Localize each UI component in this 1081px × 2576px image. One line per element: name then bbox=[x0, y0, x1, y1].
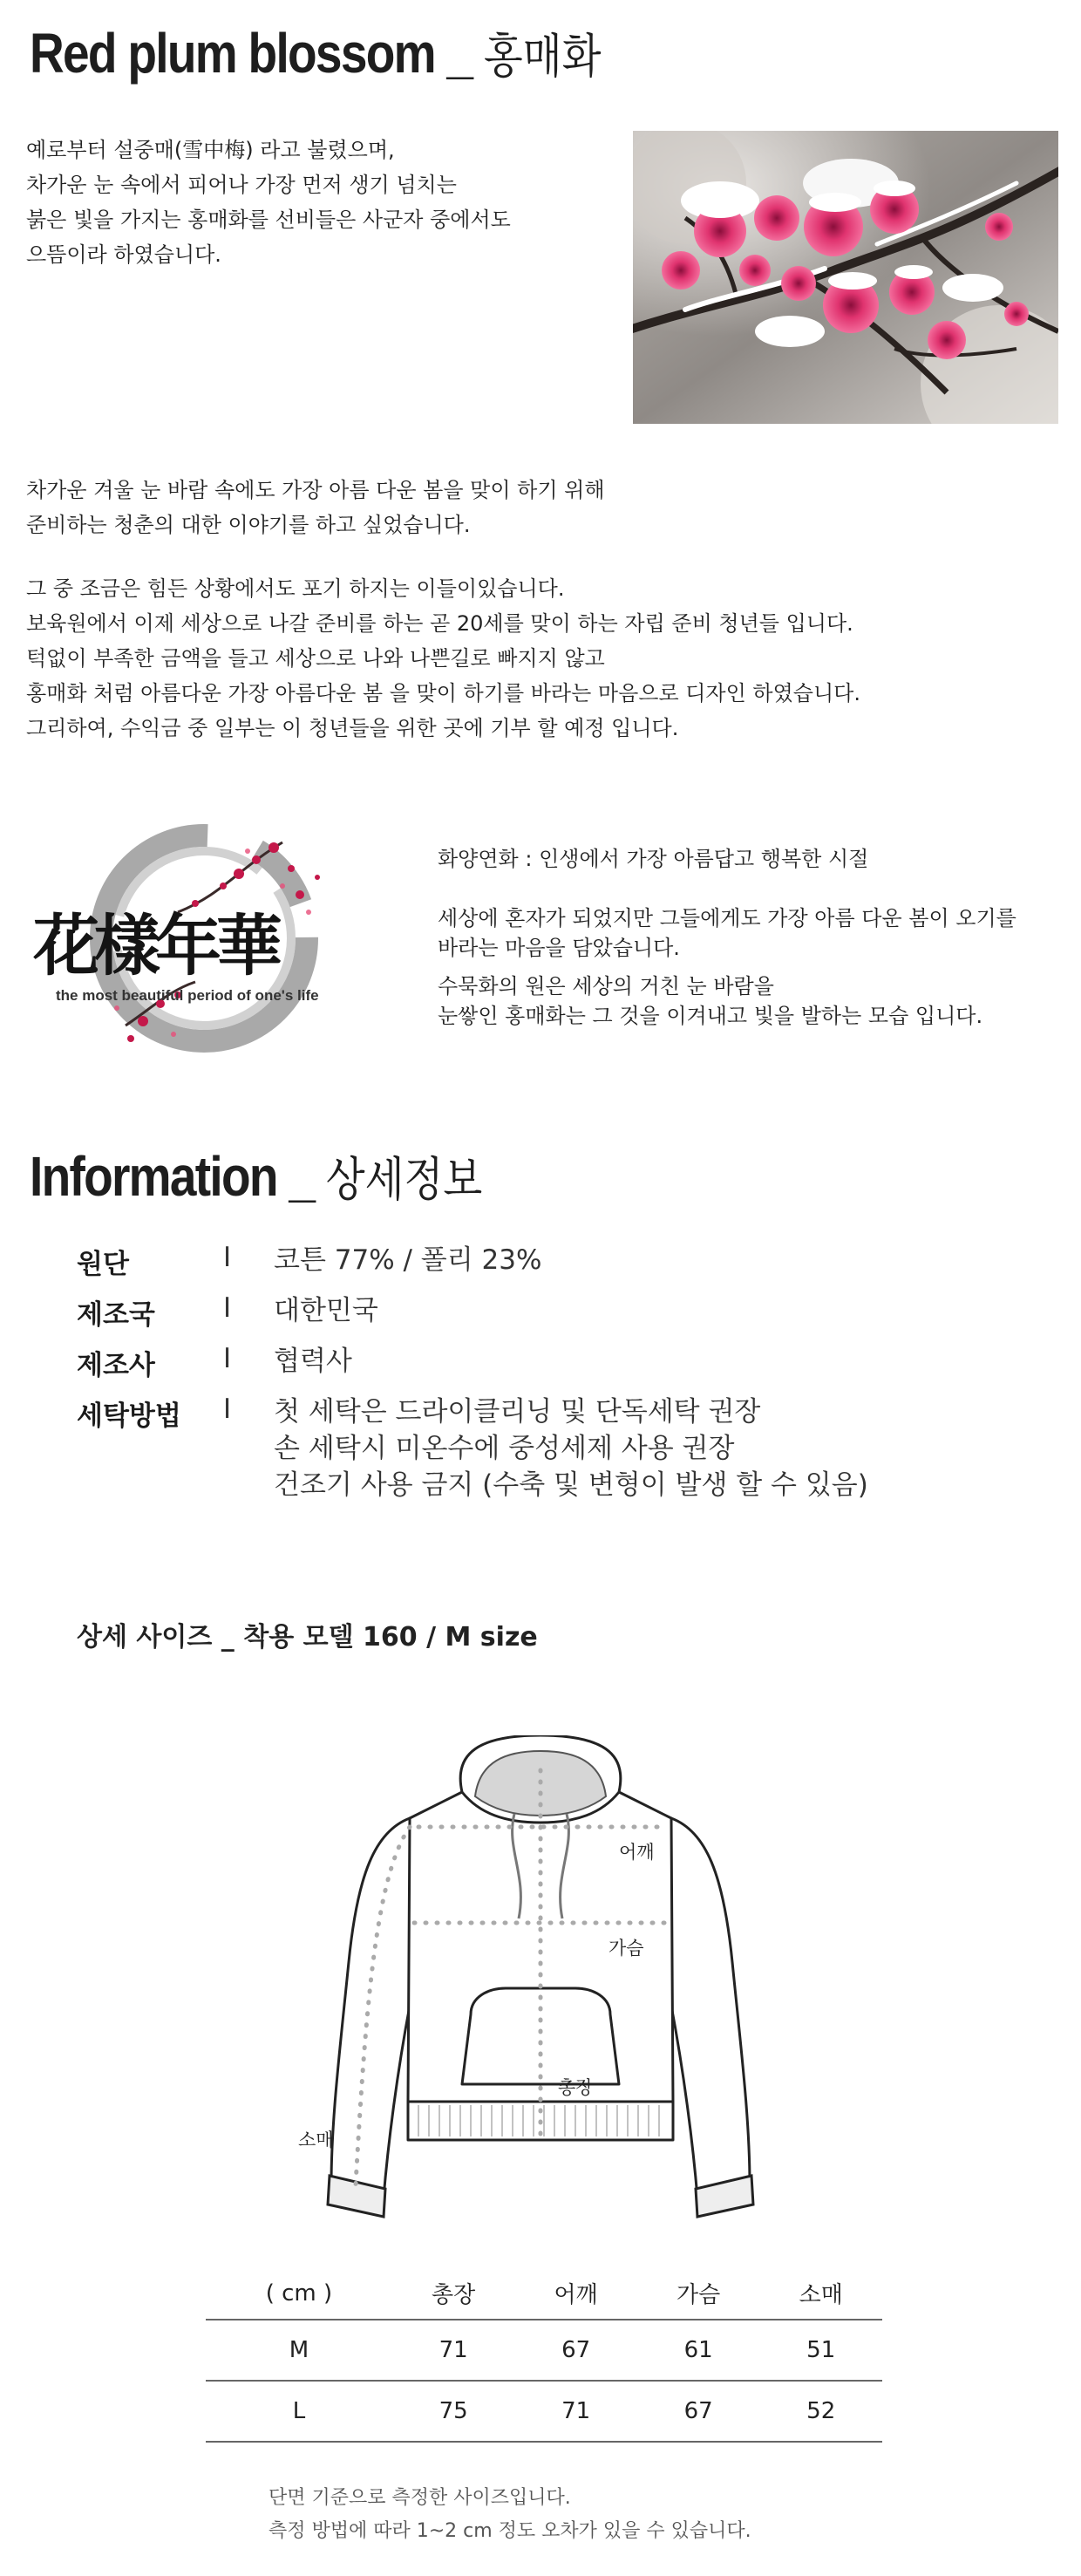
concept-text bbox=[438, 844, 1065, 1031]
information-title-en: Information _ bbox=[30, 1145, 326, 1208]
info-value-line: 협력사 bbox=[274, 1346, 352, 1377]
concept-line: 수묵화의 원은 세상의 거친 눈 바람을 bbox=[438, 974, 774, 998]
intro-line: 붉은 빛을 가지는 홍매화를 선비들은 사군자 중에서도 bbox=[26, 208, 511, 232]
info-value-line: 코튼 77% / 폴리 23% bbox=[274, 1244, 542, 1276]
hwayangyeonhwa-logo bbox=[21, 816, 370, 1078]
plum-blossom-photo bbox=[633, 131, 1058, 424]
diagram-label-chest: 가슴 bbox=[608, 1938, 644, 1959]
intro-text bbox=[26, 133, 584, 272]
table-cell: 61 bbox=[637, 2320, 760, 2381]
story-line: 그리하여, 수익금 중 일부는 이 청년들을 위한 곳에 기부 할 예정 입니다. bbox=[26, 716, 679, 740]
size-table-header-row bbox=[206, 2267, 882, 2320]
size-table bbox=[206, 2267, 882, 2443]
story-line: 홍매화 처럼 아름다운 가장 아름다운 봄 을 맞이 하기를 바라는 마음으로 디자인 하였습니다. bbox=[26, 681, 860, 705]
intro-line: 예로부터 설중매(雪中梅) 라고 불렸으며, bbox=[26, 138, 395, 162]
info-separator: I bbox=[223, 1242, 232, 1273]
story-line: 보육원에서 이제 세상으로 나갈 준비를 하는 곧 20세를 맞이 하는 자립 준비 청년들 입니다. bbox=[26, 611, 853, 636]
size-notes bbox=[269, 2482, 966, 2548]
info-row-washing bbox=[77, 1394, 1036, 1503]
information-title-ko: 상세정보 bbox=[325, 1152, 483, 1207]
table-row bbox=[206, 2320, 882, 2381]
size-table-header: 소매 bbox=[759, 2267, 882, 2320]
size-table-header: 총장 bbox=[392, 2267, 515, 2320]
story-line: 준비하는 청춘의 대한 이야기를 하고 싶었습니다. bbox=[26, 513, 471, 537]
info-label: 제조사 bbox=[77, 1350, 155, 1381]
information-title bbox=[30, 1142, 482, 1210]
diagram-label-length: 총장 bbox=[558, 2077, 594, 2098]
concept-line: 눈쌓인 홍매화는 그 것을 이겨내고 빛을 발하는 모습 입니다. bbox=[438, 1004, 983, 1028]
info-label: 제조국 bbox=[77, 1299, 155, 1331]
page-title bbox=[30, 19, 601, 86]
table-cell: M bbox=[206, 2320, 392, 2381]
page-title-ko: 홍매화 bbox=[483, 29, 602, 84]
story-line: 그 중 조금은 힘든 상황에서도 포기 하지는 이들이있습니다. bbox=[26, 576, 565, 601]
info-value-line: 대한민국 bbox=[274, 1295, 378, 1326]
info-value-line: 건조기 사용 금지 (수축 및 변형이 발생 할 수 있음) bbox=[274, 1469, 868, 1501]
info-value bbox=[274, 1394, 868, 1503]
concept-line: 세상에 혼자가 되었지만 그들에게도 가장 아름 다운 봄이 오기를 bbox=[438, 906, 1016, 930]
hoodie-size-diagram bbox=[279, 1735, 802, 2232]
information-list bbox=[77, 1242, 1036, 1503]
story-line: 차가운 겨울 눈 바람 속에도 가장 아름 다운 봄을 맞이 하기 위해 bbox=[26, 478, 605, 502]
info-separator: I bbox=[223, 1394, 232, 1425]
info-label: 원단 bbox=[77, 1249, 129, 1280]
size-table-header: 가슴 bbox=[637, 2267, 760, 2320]
story-paragraph-1 bbox=[26, 473, 1055, 542]
table-cell: L bbox=[206, 2381, 392, 2442]
info-row-fabric bbox=[77, 1242, 1036, 1292]
info-separator: I bbox=[223, 1343, 232, 1374]
size-table-header: ( cm ) bbox=[206, 2267, 392, 2320]
size-table-wrapper bbox=[206, 2267, 882, 2443]
info-label: 세탁방법 bbox=[77, 1400, 181, 1432]
logo-subtitle: the most beautiful period of one's life bbox=[56, 987, 319, 1004]
info-row-manufacturer bbox=[77, 1343, 1036, 1394]
intro-line: 차가운 눈 속에서 피어나 가장 먼저 생기 넘치는 bbox=[26, 173, 457, 197]
size-note-line: 측정 방법에 따라 1~2 cm 정도 오차가 있을 수 있습니다. bbox=[269, 2520, 751, 2542]
table-row bbox=[206, 2381, 882, 2442]
story-paragraph-2 bbox=[26, 571, 1055, 746]
info-row-country bbox=[77, 1292, 1036, 1343]
story-line: 턱없이 부족한 금액을 들고 세상으로 나와 나쁜길로 빠지지 않고 bbox=[26, 646, 605, 671]
logo-hanja: 花樣年華 bbox=[33, 907, 277, 985]
info-value-line: 손 세탁시 미온수에 중성세제 사용 권장 bbox=[274, 1433, 735, 1464]
diagram-label-shoulder: 어깨 bbox=[619, 1842, 655, 1863]
table-cell: 75 bbox=[392, 2381, 515, 2442]
size-section-title: 상세 사이즈 _ 착용 모델 160 / M size bbox=[77, 1622, 538, 1653]
size-table-header: 어깨 bbox=[514, 2267, 637, 2320]
table-cell: 51 bbox=[759, 2320, 882, 2381]
concept-line: 바라는 마음을 담았습니다. bbox=[438, 936, 680, 960]
concept-headline: 화양연화 : 인생에서 가장 아름답고 행복한 시절 bbox=[438, 847, 869, 871]
size-note-line: 단면 기준으로 측정한 사이즈입니다. bbox=[269, 2487, 571, 2509]
intro-line: 으뜸이라 하였습니다. bbox=[26, 242, 221, 267]
info-value bbox=[274, 1292, 378, 1329]
table-cell: 67 bbox=[514, 2320, 637, 2381]
info-value bbox=[274, 1242, 541, 1278]
table-cell: 52 bbox=[759, 2381, 882, 2442]
table-cell: 71 bbox=[514, 2381, 637, 2442]
page-title-en: Red plum blossom _ bbox=[30, 22, 484, 85]
info-value-line: 첫 세탁은 드라이클리닝 및 단독세탁 권장 bbox=[274, 1396, 761, 1428]
table-cell: 71 bbox=[392, 2320, 515, 2381]
diagram-label-sleeve: 소매 bbox=[298, 2130, 334, 2150]
table-cell: 67 bbox=[637, 2381, 760, 2442]
info-separator: I bbox=[223, 1292, 232, 1324]
info-value bbox=[274, 1343, 352, 1380]
